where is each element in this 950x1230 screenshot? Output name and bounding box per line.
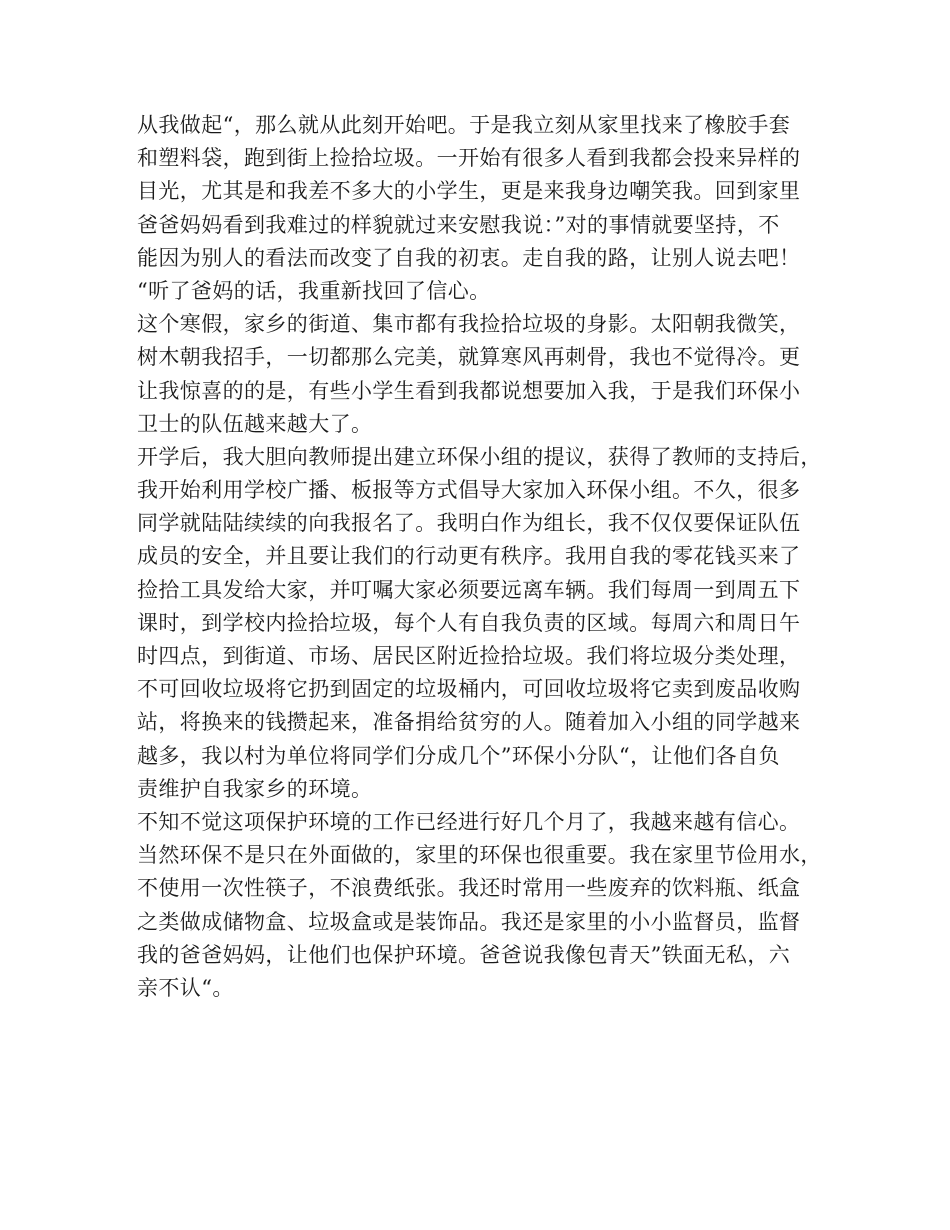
text-line: 责维护自我家乡的环境。 <box>137 776 373 801</box>
text-line: 不知不觉这项保护环境的工作已经进行好几个月了，我越来越有信心。 <box>137 809 801 834</box>
text-line: 从我做起“，那么就从此刻开始吧。于是我立刻从家里找来了橡胶手套 <box>137 113 791 137</box>
text-line: 站，将换来的钱攒起来，准备捐给贫穷的人。随着加入小组的同学越来 <box>137 710 801 735</box>
text-line: 开学后，我大胆向教师提出建立环保小组的提议，获得了教师的支持后， <box>137 444 822 469</box>
text-line: 当然环保不是只在外面做的，家里的环保也很重要。我在家里节俭用水， <box>137 843 822 868</box>
text-line: 卫士的队伍越来越大了。 <box>137 411 373 436</box>
text-line: 能因为别人的看法而改变了自我的初衷。走自我的路，让别人说去吧！ <box>137 245 801 270</box>
text-line: 我的爸爸妈妈，让他们也保护环境。爸爸说我像包青天”铁面无私，六 <box>137 942 791 967</box>
text-line: 同学就陆陆续续的向我报名了。我明白作为组长，我不仅仅要保证队伍 <box>137 511 801 536</box>
text-line: 捡拾工具发给大家，并叮嘱大家必须要远离车辆。我们每周一到周五下 <box>137 577 801 602</box>
text-line: 我开始利用学校广播、板报等方式倡导大家加入环保小组。不久，很多 <box>137 478 801 503</box>
text-line: 目光，尤其是和我差不多大的小学生，更是来我身边嘲笑我。回到家里 <box>137 179 801 204</box>
text-line: 这个寒假，家乡的街道、集市都有我捡拾垃圾的身影。太阳朝我微笑， <box>137 312 801 337</box>
text-line: 时四点，到街道、市场、居民区附近捡拾垃圾。我们将垃圾分类处理， <box>137 644 801 668</box>
text-line: 和塑料袋，跑到街上捡拾垃圾。一开始有很多人看到我都会投来异样的 <box>137 146 801 171</box>
text-line: 成员的安全，并且要让我们的行动更有秩序。我用自我的零花钱买来了 <box>137 544 801 569</box>
text-line: 亲不认“。 <box>137 975 234 1000</box>
text-line: 之类做成储物盒、垃圾盒或是装饰品。我还是家里的小小监督员，监督 <box>137 909 801 934</box>
text-line: “听了爸妈的话，我重新找回了信心。 <box>137 278 491 303</box>
text-line: 爸爸妈妈看到我难过的样貌就过来安慰我说：”对的事情就要坚持，不 <box>137 212 780 237</box>
text-line: 课时，到学校内捡拾垃圾，每个人有自我负责的区域。每周六和周日午 <box>137 610 801 635</box>
document-body <box>137 109 822 1005</box>
text-line: 让我惊喜的的是，有些小学生看到我都说想要加入我，于是我们环保小 <box>137 378 801 403</box>
text-line: 越多，我以村为单位将同学们分成几个”环保小分队“，让他们各自负 <box>137 743 780 768</box>
text-line: 树木朝我招手，一切都那么完美，就算寒风再刺骨，我也不觉得冷。更 <box>137 345 801 370</box>
text-line: 不可回收垃圾将它扔到固定的垃圾桶内，可回收垃圾将它卖到废品收购 <box>137 677 801 702</box>
text-line: 不使用一次性筷子，不浪费纸张。我还时常用一些废弃的饮料瓶、纸盒 <box>137 876 801 901</box>
